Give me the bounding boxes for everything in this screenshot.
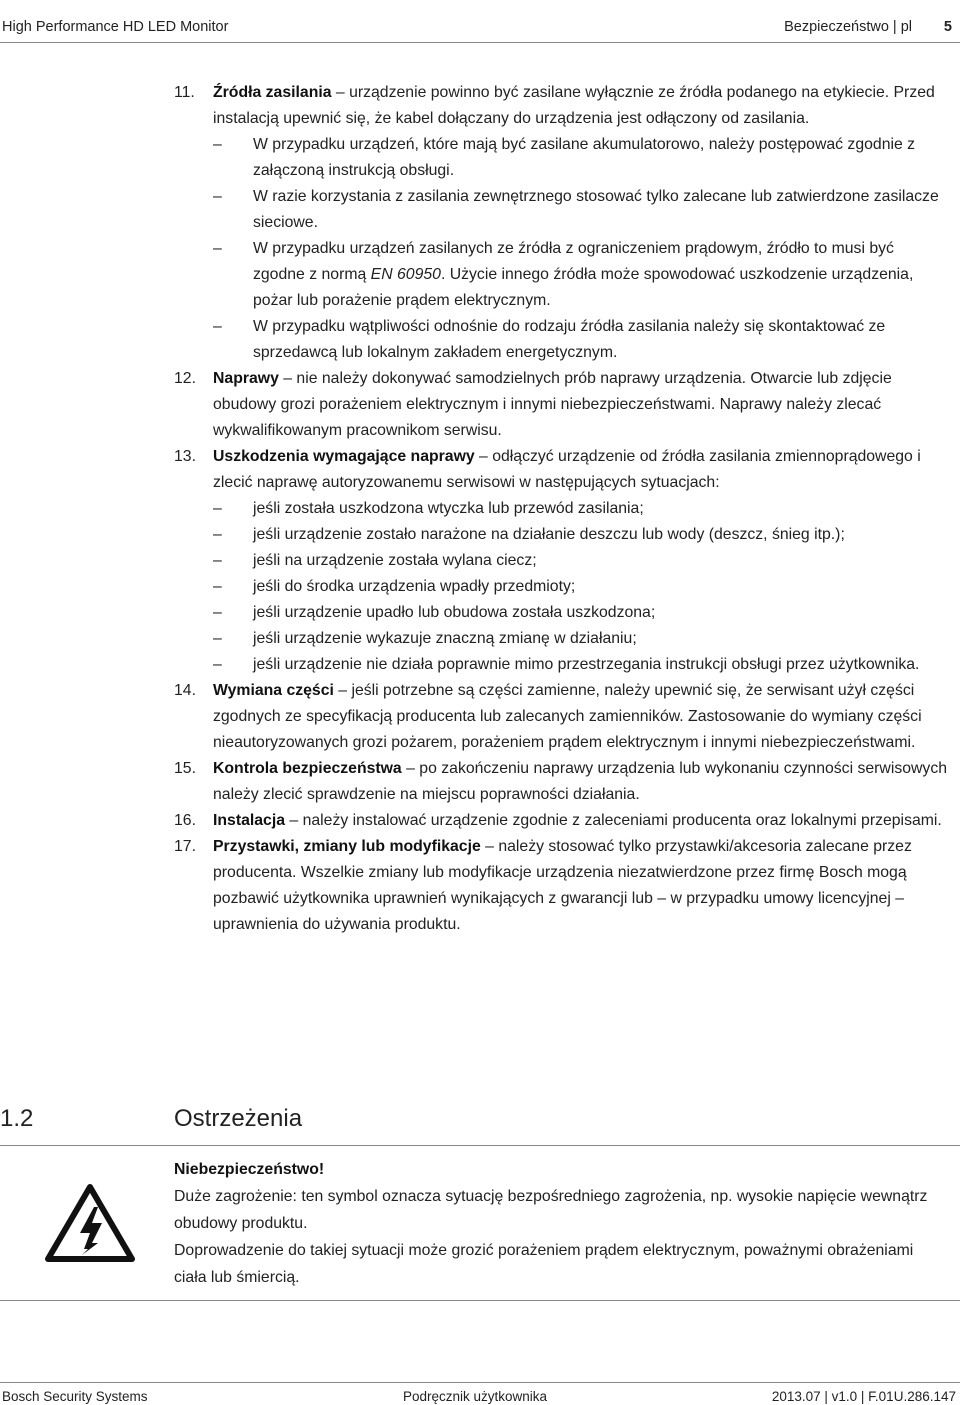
list-item-12 [174,366,950,444]
dash-bullet: – [213,604,222,621]
sub-item: – jeśli została uszkodzona wtyczka lub przewód zasilania; [213,496,950,522]
footer-version: 2013.07 | v1.0 | F.01U.286.147 [771,1389,956,1404]
section-label: Bezpieczeństwo | pl [784,19,912,35]
list-item-16 [174,808,950,834]
item-number: 12. [174,370,196,387]
item-text: Przystawki, zmiany lub modyfikacje – należy stosować tylko przystawki/akcesoria zalecane przez producenta. Wszelkie zmiany lub modyfikacje urządzenia niezatwierdzone przez firmę Bosch mogą pozbawić użytkownika uprawnień wynikających z gwarancji lub – w przypadku umowy licencyjnej – uprawnienia do używania produktu. [213,838,912,933]
danger-paragraph-2: Doprowadzenie do takiej sytuacji może grozić porażeniem prądem elektrycznym, poważnymi obrażeniami ciała lub śmiercią. [174,1242,914,1286]
dash-bullet: – [213,656,222,673]
list-item-11 [174,80,950,132]
dash-bullet: – [213,526,222,543]
item-number: 13. [174,448,196,465]
footer-divider [0,1382,960,1383]
item-number: 15. [174,760,196,777]
dash-bullet: – [213,552,222,569]
item-heading: Kontrola bezpieczeństwa [213,760,402,777]
section-title: Ostrzeżenia [174,1105,303,1132]
sub-item: – W przypadku wątpliwości odnośnie do rodzaju źródła zasilania należy się skontaktować ze sprzedawcą lub lokalnym zakładem energetycznym. [213,314,950,366]
item-heading: Instalacja [213,812,286,829]
item-heading: Uszkodzenia wymagające naprawy [213,448,475,465]
page-header [0,14,960,42]
sub-item: – jeśli urządzenie wykazuje znaczną zmianę w działaniu; [213,626,950,652]
dash-bullet: – [213,136,222,153]
item-heading: Przystawki, zmiany lub modyfikacje [213,838,481,855]
list-item-11-subs [174,132,950,366]
item-text: Naprawy – nie należy dokonywać samodzielnych prób naprawy urządzenia. Otwarcie lub zdjęcie obudowy grozi porażeniem elektrycznym i innymi niebezpieczeństwami. Naprawy należy zlecać wykwalifikowanym pracownikom serwisu. [213,370,892,439]
safety-instructions-list [174,80,950,938]
high-voltage-warning-icon [44,1183,136,1263]
header-divider [0,42,960,43]
list-item-15 [174,756,950,808]
sub-item: – jeśli do środka urządzenia wpadły przedmioty; [213,574,950,600]
item-text: Wymiana części – jeśli potrzebne są części zamienne, należy upewnić się, że serwisant użył części zgodnych ze specyfikacją producenta lub zalecanych zamienników. Zastosowanie do wymiany części nieautoryzowanych grozi pożarem, porażeniem prądem elektrycznym i innymi niebezpieczeństwami. [213,682,922,751]
sub-item: – jeśli urządzenie nie działa poprawnie mimo przestrzegania instrukcji obsługi przez użytkownika. [213,652,950,678]
page-number: 5 [943,19,952,35]
item-heading: Wymiana części [213,682,334,699]
item-heading: Źródła zasilania [213,84,332,101]
item-text: Kontrola bezpieczeństwa – po zakończeniu naprawy urządzenia lub wykonaniu czynności serwisowych należy zlecić sprawdzenie na miejscu poprawności działania. [213,760,948,803]
sub-item: – W przypadku urządzeń, które mają być zasilane akumulatorowo, należy postępować zgodnie z załączoną instrukcją obsługi. [213,132,950,184]
item-text: Źródła zasilania – urządzenie powinno być zasilane wyłącznie ze źródła podanego na etykiecie. Przed instalacją upewnić się, że kabel dołączany do urządzenia jest odłączony od zasilania. [213,84,935,127]
dash-bullet: – [213,188,222,205]
dash-bullet: – [213,630,222,647]
item-text: Instalacja – należy instalować urządzenie zgodnie z zaleceniami producenta oraz lokalnymi przepisami. [213,812,942,829]
document-title: High Performance HD LED Monitor [2,19,229,35]
sub-item: – jeśli na urządzenie została wylana ciecz; [213,548,950,574]
list-item-17 [174,834,950,938]
sub-item: – jeśli urządzenie upadło lub obudowa została uszkodzona; [213,600,950,626]
sub-item: – jeśli urządzenie zostało narażone na działanie deszczu lub wody (deszcz, śnieg itp.); [213,522,950,548]
sub-item: – W razie korzystania z zasilania zewnętrznego stosować tylko zalecane lub zatwierdzone zasilacze sieciowe. [213,184,950,236]
standard-reference: EN 60950 [370,266,441,283]
danger-paragraph-1: Duże zagrożenie: ten symbol oznacza sytuację bezpośredniego zagrożenia, np. wysokie napięcie wewnątrz obudowy produktu. [174,1188,928,1232]
item-number: 16. [174,812,196,829]
item-heading: Naprawy [213,370,279,387]
footer-document-type: Podręcznik użytkownika [403,1389,548,1404]
dash-bullet: – [213,578,222,595]
dash-bullet: – [213,318,222,335]
list-item-14 [174,678,950,756]
danger-notice [174,1156,950,1291]
item-text: Uszkodzenia wymagające naprawy – odłączyć urządzenie od źródła zasilania zmiennoprądowego i zlecić naprawę autoryzowanemu serwisowi w następujących sytuacjach: [213,448,921,491]
danger-divider [0,1300,960,1301]
footer-company: Bosch Security Systems [2,1389,148,1404]
item-number: 11. [174,84,195,101]
sub-item: – W przypadku urządzeń zasilanych ze źródła z ograniczeniem prądowym, źródło to musi być zgodne z normą EN 60950. Użycie innego źródła może spowodować uszkodzenie urządzenia, pożar lub porażenie prądem elektrycznym. [213,236,950,314]
section-divider [0,1145,960,1146]
item-number: 17. [174,838,196,855]
section-number: 1.2 [0,1105,34,1132]
dash-bullet: – [213,240,222,257]
dash-bullet: – [213,500,222,517]
danger-title: Niebezpieczeństwo! [174,1161,325,1178]
list-item-13 [174,444,950,678]
item-number: 14. [174,682,196,699]
